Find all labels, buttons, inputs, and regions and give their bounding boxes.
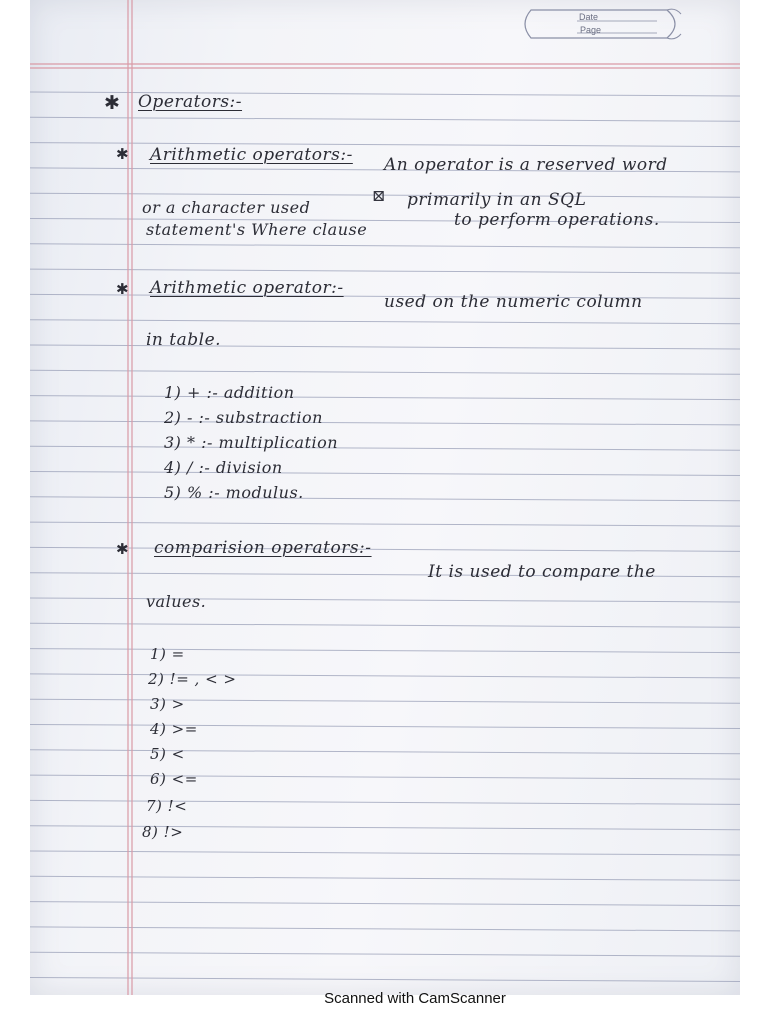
ruled-line [30, 345, 740, 349]
ruled-line [30, 750, 740, 754]
list-item: 1) = [150, 645, 185, 663]
ruled-line [30, 446, 740, 450]
date-label: Date [579, 12, 599, 22]
struck-out-word: ⊠ [372, 186, 386, 205]
list-item: 4) / :- division [164, 458, 283, 477]
ruled-line [30, 269, 740, 273]
bullet-star-icon: ✱ [116, 540, 129, 558]
ruled-line [30, 396, 740, 400]
bullet-star-icon: ✱ [116, 280, 129, 298]
date-page-box [517, 4, 687, 44]
ruled-line [30, 472, 740, 476]
page-label: Page [580, 25, 602, 35]
ruled-line [30, 851, 740, 855]
page-title: Operators:- [138, 92, 243, 112]
ruled-line [30, 244, 740, 248]
definition-line: primarily in an SQL [407, 190, 587, 210]
ruled-line [30, 117, 740, 121]
description-line: values. [146, 592, 207, 611]
list-item: 5) % :- modulus. [164, 483, 304, 502]
ruled-line [30, 421, 740, 425]
list-item: 7) !< [146, 797, 188, 815]
date-banner-outline [517, 4, 687, 44]
description-line: It is used to compare the [428, 562, 656, 582]
ruled-line [30, 800, 740, 804]
list-item: 3) > [150, 695, 185, 713]
ruled-line [30, 699, 740, 703]
ruled-line [30, 320, 740, 324]
list-item: 8) !> [142, 823, 184, 841]
list-item: 2) - :- substraction [164, 408, 323, 427]
list-item: 5) < [150, 745, 185, 763]
ruled-line [30, 522, 740, 526]
ruled-line [30, 370, 740, 374]
definition-line: An operator is a reserved word [384, 155, 668, 175]
ruled-line [30, 775, 740, 779]
notebook-paper [30, 0, 740, 995]
ruled-line [30, 547, 740, 551]
section-heading-comparison: comparision operators:- [154, 538, 372, 558]
description-line: used on the numeric column [384, 292, 643, 312]
definition-line: to perform operations. [454, 210, 660, 230]
ruled-line [30, 92, 740, 96]
list-item: 2) != , < > [148, 670, 237, 688]
list-item: 6) <= [150, 770, 198, 788]
list-item: 4) >= [150, 720, 198, 738]
bullet-star-icon: ✱ [104, 92, 120, 114]
ruled-line [30, 978, 740, 982]
ruled-line [30, 952, 740, 956]
ruled-line [30, 826, 740, 830]
definition-line: or a character used [142, 198, 311, 217]
ruled-line [30, 902, 740, 906]
ruled-line [30, 876, 740, 880]
ruled-line [30, 927, 740, 931]
list-item: 1) + :- addition [164, 383, 295, 402]
section-heading-arith-operators: Arithmetic operators:- [150, 145, 353, 165]
description-line: in table. [146, 330, 222, 350]
ruled-line [30, 725, 740, 729]
ruled-line [30, 497, 740, 501]
ruled-line [30, 598, 740, 602]
scanner-watermark: Scanned with CamScanner [324, 990, 506, 1007]
ruled-line [30, 623, 740, 627]
section-heading-arith-operator: Arithmetic operator:- [150, 278, 344, 298]
ruled-line [30, 674, 740, 678]
bullet-star-icon: ✱ [116, 145, 129, 163]
ruled-line [30, 143, 740, 147]
ruled-line [30, 649, 740, 653]
definition-line: statement's Where clause [146, 220, 368, 239]
ruled-lines [30, 0, 740, 995]
list-item: 3) * :- multiplication [164, 433, 339, 452]
